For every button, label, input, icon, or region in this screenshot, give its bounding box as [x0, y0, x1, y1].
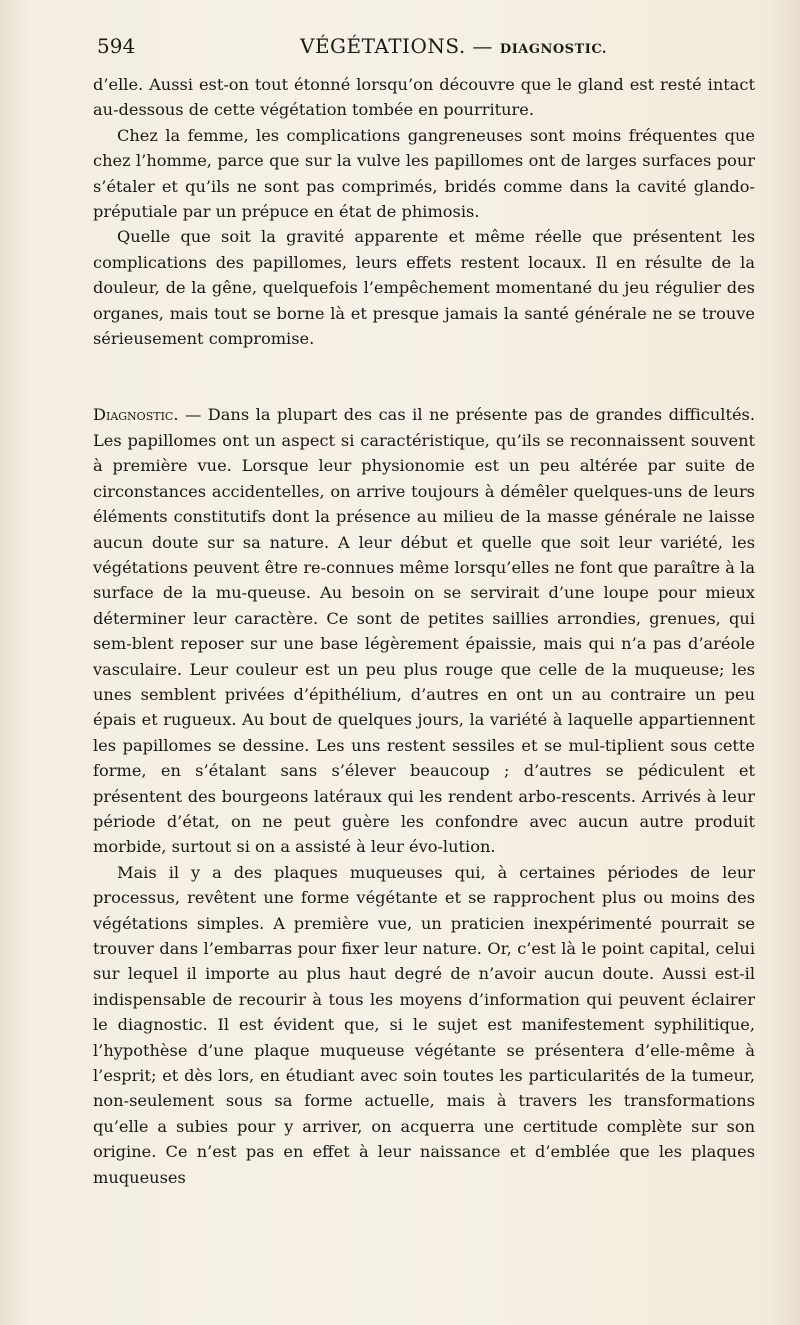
paragraph-continuation: d’elle. Aussi est-on tout étonné lorsqu’on découvre que le gland est resté intact au-dessous de cette végétation tombée en pourriture. [93, 75, 755, 120]
paragraph-plaques-muqueuses: Mais il y a des plaques muqueuses qui, à certaines périodes de leur processus, revêtent une forme végétante et se rapprochent plus ou moins des végétations simples. A première vue, un praticien inexpérimenté pourrait se trouver dans l’embarras pour fixer leur nature. Or, c’est là le point capital, celui sur lequel il importe au plus haut degré de n’avoir aucun doute. Aussi est-il indispensable de recourir à tous les moyens d’information qui peuvent éclairer le diagnostic. Il est évident que, si le sujet est manifestement syphilitique, l’hypothèse d’une plaque muqueuse végétante se présentera d’elle-même à l’esprit; et dès lors, en étudiant avec soin toutes les particularités de la tumeur, non-seulement sous sa forme actuelle, mais à travers les transformations qu’elle a subies pour y arriver, on acquerra une certitude complète sur son origine. Ce n’est pas en effet à leur naissance et d’emblée que les plaques muqueuses [93, 862, 755, 1187]
diagnostic-body: — Dans la plupart des cas il ne présente pas de grandes difficultés. Les papillomes ont un aspect si caractéristique, qu’ils se reconnaissent souvent à première vue. Lorsque leur physionomie est un peu altérée par suite de circonstances accidentelles, on arrive toujours à démêler quelques-uns de leurs éléments constitutifs dont la présence au milieu de la masse générale ne laisse aucun doute sur sa nature. A leur début et quelle que soit leur variété, les végétations peuvent être re-connues même lorsqu’elles ne font que paraître à la surface de la mu-queuse. Au besoin on se servirait d’une loupe pour mieux déterminer leur caractère. Ce sont de petites saillies arrondies, grenues, qui sem-blent reposer sur une base légèrement épaissie, mais qui n’a pas d’aréole vasculaire. Leur couleur est un peu plus rouge que celle de la muqueuse; les unes semblent privées d’épithélium, d’autres en ont un au contraire un peu épais et rugueux. Au bout de quelques jours, la variété à laquelle appartiennent les papillomes se dessine. Les uns restent sessiles et se mul-tiplient sous cette forme, en s’étalant sans s’élever beaucoup ; d’autres se pédiculent et présentent des bourgeons latéraux qui les rendent arbo-rescents. Arrivés à leur période d’état, on ne peut guère les confondre avec aucun autre produit morbide, surtout si on a assisté à leur évo-lution. [93, 405, 755, 857]
running-header [95, 34, 755, 64]
running-title-main: VÉGÉTATIONS. — [300, 34, 494, 58]
running-title-sub: DIAGNOSTIC. [499, 42, 607, 57]
paragraph-gravite: Quelle que soit la gravité apparente et même réelle que présentent les complications des papillomes, leurs effets restent locaux. Il en résulte de la douleur, de la gêne, quelquefois l’empêchement momentané du jeu régulier des organes, mais tout se borne là et presque jamais la santé générale ne se trouve sérieusement compromise. [93, 227, 755, 349]
running-title [300, 34, 607, 58]
page-number: 594 [97, 34, 136, 58]
section-heading-diagnostic: Diagnostic. [93, 405, 179, 425]
body-text [93, 72, 755, 1190]
paragraph-complications-femme: Chez la femme, les complications gangreneuses sont moins fréquentes que chez l’homme, parce que sur la vulve les papillomes ont de larges surfaces pour s’étaler et qu’ils ne sont pas comprimés, bridés comme dans la cavité glando-préputiale par un prépuce en état de phimosis. [93, 125, 755, 222]
section-diagnostic [93, 402, 755, 859]
